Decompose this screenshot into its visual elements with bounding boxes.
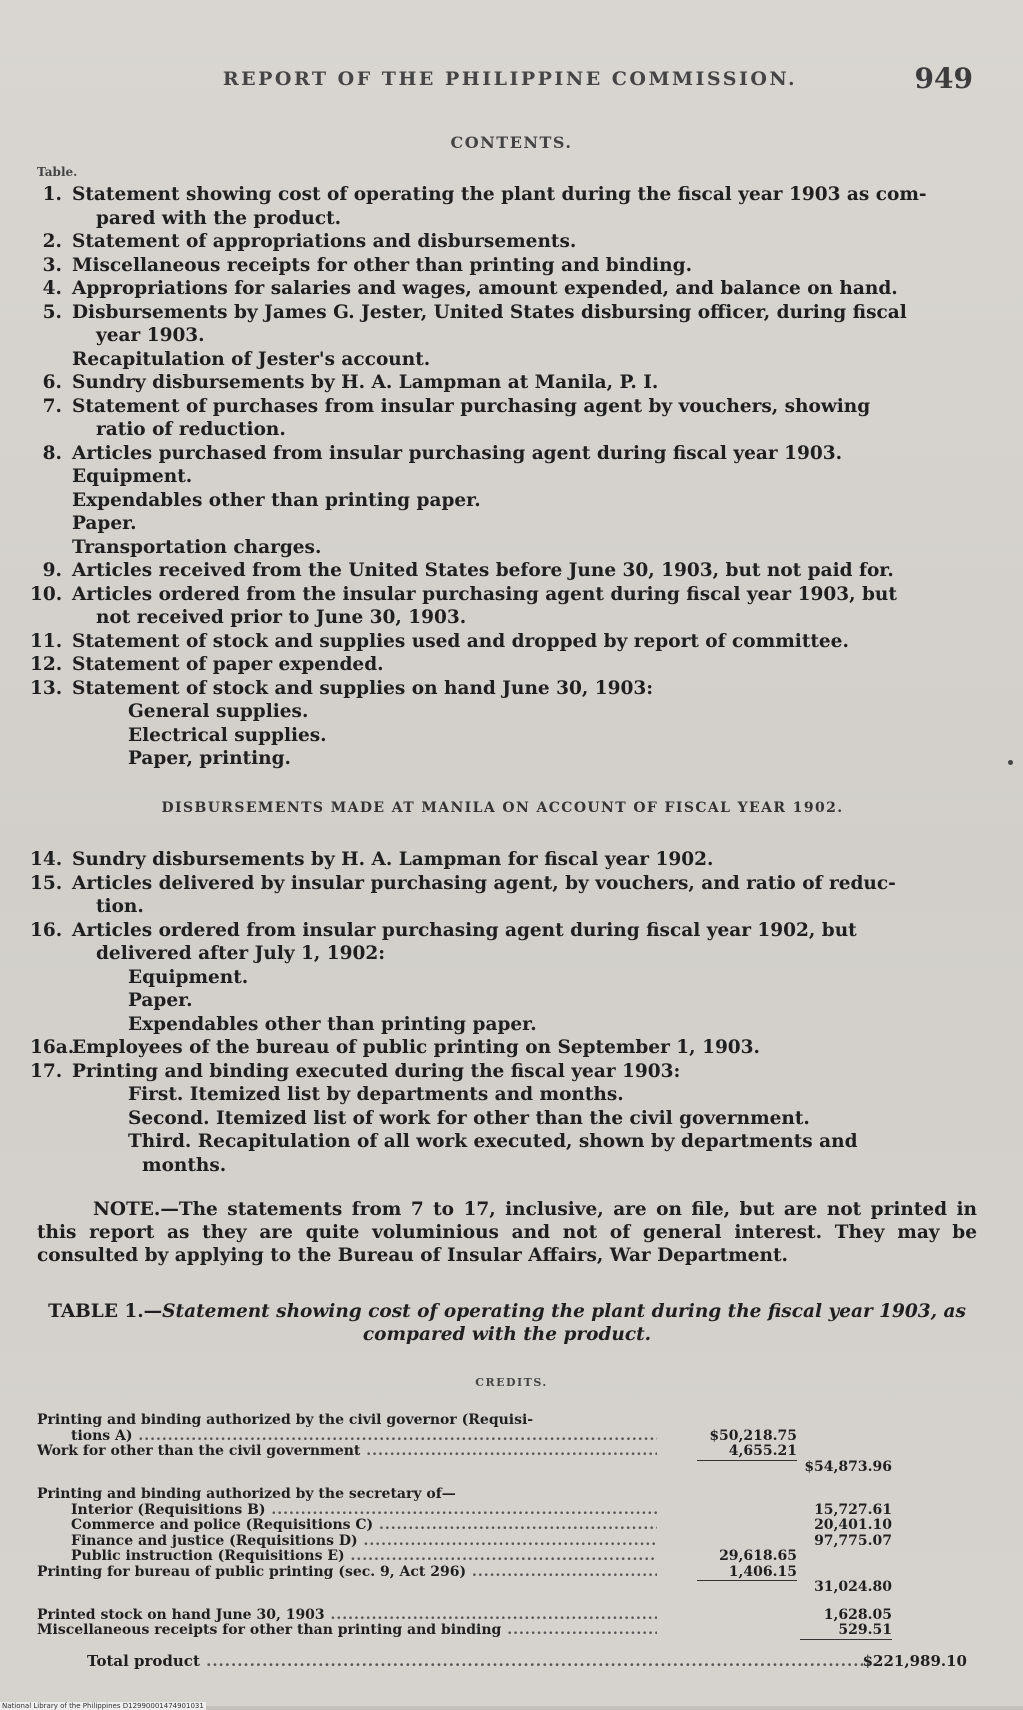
total-label: Total product ..... <box>87 1654 907 1670</box>
toc-item-text: not received prior to June 30, 1903. <box>96 607 467 628</box>
toc-item-number: 16. <box>30 919 63 941</box>
ledger-total-row <box>37 1654 967 1670</box>
toc-item-text: Printing and binding executed during the fiscal year 1903: <box>72 1060 681 1082</box>
total-value: $221,989.10 <box>862 1652 967 1670</box>
toc-item-number: 7. <box>42 395 62 417</box>
toc-item-number: 16a. <box>30 1037 75 1058</box>
toc-item <box>30 371 975 395</box>
ledger-subtotal-row <box>37 1580 967 1596</box>
ledger-amount: 97,775.07 <box>814 1532 892 1549</box>
toc-subitem: Paper. <box>72 513 137 534</box>
ledger-rule <box>697 1580 797 1581</box>
table1-title <box>37 1300 977 1346</box>
toc-item-number: 1. <box>42 184 62 205</box>
page-edge-mark <box>1008 760 1013 765</box>
ledger-amount: 529.51 <box>838 1622 892 1638</box>
toc-item-number: 15. <box>30 872 63 894</box>
toc-subitem: Equipment. <box>72 466 193 487</box>
toc-item <box>30 395 975 442</box>
toc-item-number: 2. <box>42 231 62 252</box>
toc-item-text: Disbursements by James G. Jester, United States disbursing officer, during fiscal <box>72 301 907 323</box>
table1-label: TABLE 1.— <box>48 1301 163 1322</box>
toc-item <box>30 583 975 630</box>
ledger-gap <box>37 1475 967 1487</box>
table-column-label: Table. <box>37 165 78 179</box>
ledger-amount: 20,401.10 <box>814 1517 892 1533</box>
contents-title: CONTENTS. <box>450 133 573 152</box>
toc-item-text: Statement of stock and supplies on hand June 30, 1903: <box>72 677 654 699</box>
toc-item-number: 12. <box>30 654 63 675</box>
credits-heading: CREDITS. <box>475 1376 548 1389</box>
toc-item-text: Sundry disbursements by H. A. Lampman at Manila, P. I. <box>72 372 659 393</box>
ledger-row <box>37 1608 967 1624</box>
toc-subitem: Equipment. <box>128 966 249 988</box>
toc-item <box>30 301 975 348</box>
toc-item <box>30 653 975 677</box>
toc-item-text: Articles ordered from the insular purchasing agent during fiscal year 1903, but <box>72 583 897 605</box>
toc-item-text: Articles received from the United States before June 30, 1903, but not paid for. <box>72 560 894 581</box>
toc-item-number: 10. <box>30 583 63 605</box>
ledger-row-label: Interior (Requisitions B) ..... <box>71 1503 657 1519</box>
ledger-row-label: Commerce and police (Requisitions C) ..... <box>71 1518 657 1534</box>
ledger-amount: 29,618.65 <box>719 1548 797 1564</box>
toc-item <box>30 872 975 919</box>
ledger-row <box>37 1444 967 1460</box>
toc-subitem: Expendables other than printing paper. <box>72 489 481 511</box>
ledger-row <box>37 1503 967 1519</box>
toc-item-text: Articles delivered by insular purchasing agent, by vouchers, and ratio of reduc- <box>72 872 896 894</box>
ledger-row-label: Work for other than the civil government ..... <box>37 1444 657 1460</box>
ledger-row <box>37 1429 967 1445</box>
toc-item <box>30 277 975 301</box>
table1-title-line2: compared with the product. <box>362 1324 652 1345</box>
toc-item-number: 4. <box>42 278 62 299</box>
credits-ledger <box>37 1413 967 1670</box>
toc-item-number: 8. <box>42 442 62 464</box>
toc-subitem: Expendables other than printing paper. <box>128 1013 537 1035</box>
toc-item <box>30 919 975 966</box>
ledger-group-heading <box>37 1487 967 1503</box>
toc-subitem: First. Itemized list by departments and months. <box>128 1084 624 1105</box>
toc-item-number: 14. <box>30 849 63 870</box>
toc-item-text: Articles purchased from insular purchasing agent during fiscal year 1903. <box>72 442 843 464</box>
toc-item-number: 11. <box>30 630 63 652</box>
ledger-row <box>37 1565 967 1581</box>
ledger-row <box>37 1413 967 1429</box>
toc-subitem: Paper, printing. <box>128 748 291 769</box>
toc-item-text: Articles ordered from insular purchasing agent during fiscal year 1902, but <box>72 919 857 941</box>
ledger-rule <box>697 1460 797 1461</box>
ledger-row-label: Finance and justice (Requisitions D) ..... <box>71 1534 657 1550</box>
ledger-rule-row <box>37 1639 967 1655</box>
ledger-gap <box>37 1596 967 1608</box>
toc-item-text: tion. <box>96 896 144 917</box>
toc-item <box>30 230 975 254</box>
ledger-subtotal: $54,873.96 <box>804 1458 892 1475</box>
toc-item-text: Miscellaneous receipts for other than printing and binding. <box>72 254 693 276</box>
toc-subitem: months. <box>142 1154 227 1176</box>
toc-subitem: General supplies. <box>128 701 309 722</box>
toc-item-number: 13. <box>30 677 63 699</box>
toc-item-text: Statement of purchases from insular purchasing agent by vouchers, showing <box>72 395 871 417</box>
toc-item-number: 17. <box>30 1060 63 1082</box>
toc-item-number: 9. <box>42 560 62 581</box>
ledger-amount: 1,628.05 <box>823 1606 892 1623</box>
ledger-row-label: Printed stock on hand June 30, 1903 ..... <box>37 1608 657 1624</box>
note-paragraph: NOTE.—The statements from 7 to 17, inclusive, are on file, but are not printed in this report as they are quite voluminious and not of general interest. They may be consulted by applying to the Bureau of Insular Affairs, War Department. <box>37 1199 977 1266</box>
ledger-amount: 1,406.15 <box>728 1563 797 1580</box>
toc-item-number: 5. <box>42 301 62 323</box>
toc-item <box>30 1036 975 1060</box>
toc-item <box>30 1060 975 1084</box>
toc-item <box>30 848 975 872</box>
toc-item <box>30 630 975 654</box>
toc-item-text: Employees of the bureau of public printing on September 1, 1903. <box>72 1037 760 1058</box>
ledger-row <box>37 1534 967 1550</box>
ledger-row <box>37 1549 967 1565</box>
ledger-row-label: Miscellaneous receipts for other than printing and binding ..... <box>37 1623 657 1639</box>
toc-item <box>30 677 975 701</box>
toc-item <box>30 183 975 230</box>
ledger-row-label: tions A) ..... <box>71 1429 657 1445</box>
toc-subitem: Electrical supplies. <box>128 724 327 746</box>
section-heading: DISBURSEMENTS MADE AT MANILA ON ACCOUNT OF FISCAL YEAR 1902. <box>161 799 844 816</box>
running-title: REPORT OF THE PHILIPPINE COMMISSION. <box>222 68 798 90</box>
toc-item <box>30 442 975 466</box>
ledger-row-label: Printing for bureau of public printing (sec. 9, Act 296) ..... <box>37 1565 657 1581</box>
ledger-amount: $50,218.75 <box>709 1427 797 1444</box>
ledger-rule <box>800 1639 892 1640</box>
toc-item-text: pared with the product. <box>96 207 342 229</box>
toc-item-text: ratio of reduction. <box>96 419 286 440</box>
ledger-row-label: Printing and binding authorized by the secretary of— <box>37 1487 456 1502</box>
toc-item-number: 3. <box>42 254 62 276</box>
toc-item-text: year 1903. <box>96 325 205 346</box>
toc-subitem: Recapitulation of Jester's account. <box>72 348 431 370</box>
ledger-row <box>37 1518 967 1534</box>
toc-item-text: delivered after July 1, 1902: <box>96 943 386 964</box>
ledger-row-label: Public instruction (Requisitions E) ..... <box>71 1549 657 1565</box>
table1-title-line1: Statement showing cost of operating the plant during the fiscal year 1903, as <box>162 1301 966 1322</box>
ledger-row-label: Printing and binding authorized by the civil governor (Requisi- <box>37 1413 534 1428</box>
toc-subitem: Transportation charges. <box>72 536 322 558</box>
toc-subitem: Paper. <box>128 990 193 1011</box>
toc-subitem: Third. Recapitulation of all work executed, shown by departments and <box>128 1131 858 1152</box>
toc-item-text: Appropriations for salaries and wages, amount expended, and balance on hand. <box>72 278 898 299</box>
toc-item-text: Statement of stock and supplies used and dropped by report of committee. <box>72 630 849 652</box>
ledger-subtotal-row <box>37 1460 967 1476</box>
toc-item-text: Sundry disbursements by H. A. Lampman for fiscal year 1902. <box>72 849 714 870</box>
toc-item <box>30 254 975 278</box>
ledger-amount: 4,655.21 <box>728 1443 797 1459</box>
toc-subitem: Second. Itemized list of work for other than the civil government. <box>128 1107 810 1129</box>
page-number: 949 <box>914 62 973 95</box>
toc-item <box>30 559 975 583</box>
scan-footer: National Library of the Philippines D12990001474901031 <box>2 1702 204 1710</box>
toc-item-number: 6. <box>42 372 62 393</box>
ledger-amount: 15,727.61 <box>814 1501 892 1518</box>
toc-item-text: Statement of paper expended. <box>72 654 384 675</box>
table-of-contents <box>30 183 975 1177</box>
ledger-subtotal: 31,024.80 <box>814 1579 892 1595</box>
toc-item-text: Statement showing cost of operating the plant during the fiscal year 1903 as com- <box>72 184 927 205</box>
toc-item-text: Statement of appropriations and disbursements. <box>72 231 577 252</box>
ledger-row <box>37 1623 967 1639</box>
